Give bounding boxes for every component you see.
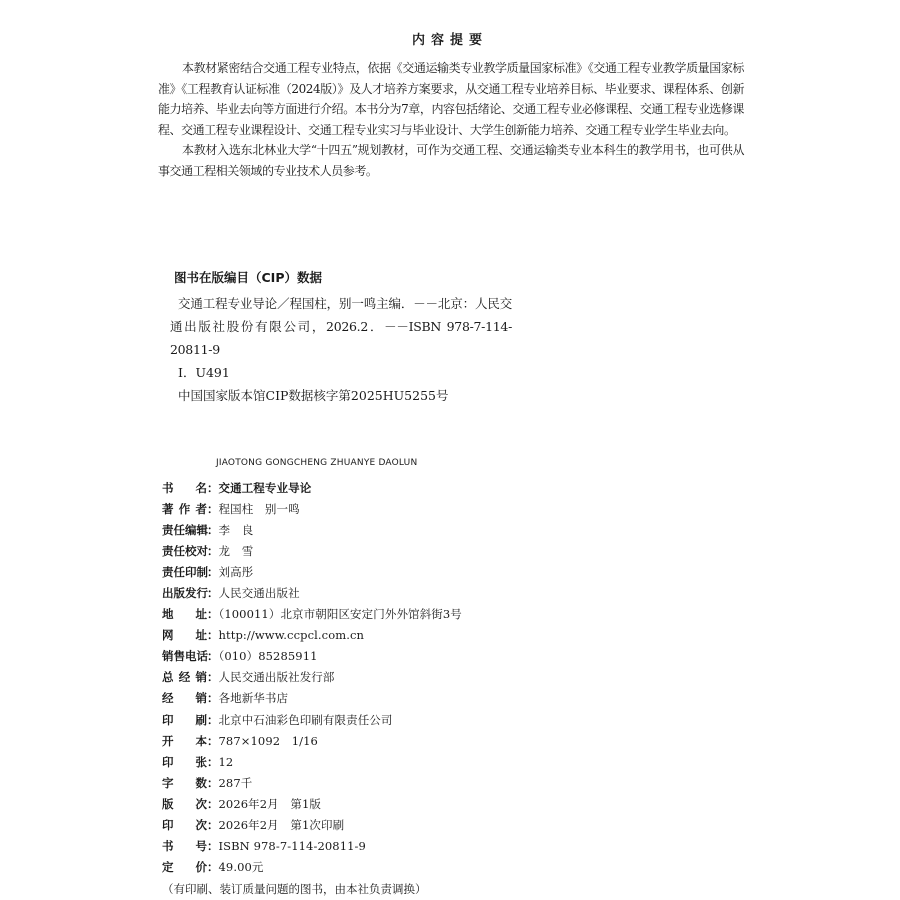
colophon-separator: ： [207,838,219,853]
colophon-separator: ： [207,502,219,517]
colophon-separator: ： [207,817,219,832]
summary-body [158,58,744,181]
colophon-row-isbn [162,836,742,857]
colophon-label: 印 张 [162,754,207,769]
colophon-separator: ： [207,586,219,601]
colophon-label: 总经销 [162,670,207,685]
colophon-row-title [162,478,742,499]
colophon-label: 书 号 [162,838,207,853]
colophon [162,478,742,900]
colophon-separator: ： [207,481,219,495]
summary-title: 内容提要 [411,33,488,48]
colophon-row-distributor [162,688,742,709]
colophon-separator: ： [207,628,219,643]
book-title-pinyin: JIAOTONG GONGCHENG ZHUANYE DAOLUN [216,458,418,468]
colophon-row-printer [162,710,742,731]
colophon-separator: ： [207,796,219,811]
colophon-label: 地 址 [162,607,207,622]
colophon-value: ISBN 978-7-114-20811-9 [218,838,366,853]
colophon-row-format [162,731,742,752]
colophon-label: 责任编辑 [162,523,208,538]
cip-block [170,268,512,407]
colophon-separator: ： [207,544,219,559]
colophon-label: 定 价 [162,859,207,874]
colophon-label: 经 销 [162,691,207,706]
colophon-label: 销售电话 [162,649,208,664]
colophon-separator: ： [207,712,219,727]
colophon-value: 各地新华书店 [218,691,289,706]
colophon-value: 龙 雪 [218,544,254,559]
summary-paragraph-1: 本教材紧密结合交通工程专业特点，依据《交通运输类专业教学质量国家标准》《交通工程专业教学质量国家标准》《工程教育认证标准（2024版）》及人才培养方案要求，从交通工程专业培养目标、毕业要求、课程体系、创新能力培养、毕业去向等方面进行介绍。本书分为7章，内容包括绪论、交通工程专业必修课程、交通工程专业选修课程、交通工程专业课程设计、交通工程专业实习与毕业设计、大学生创新能力培养、交通工程专业学生毕业去向。 [158,61,744,137]
colophon-row-author [162,499,742,520]
colophon-value: 人民交通出版社 [218,586,300,601]
colophon-separator: ： [207,754,219,769]
cip-record: 交通工程专业导论／程国柱，别一鸣主编．－－北京：人民交通出版社股份有限公司，2026.2．－－ISBN 978-7-114-20811-9 [170,296,512,357]
colophon-value: 交通工程专业导论 [218,481,312,495]
colophon-label: 责任校对 [162,544,208,559]
colophon-value: 2026年2月 第1版 [218,796,321,811]
colophon-row-publisher [162,583,742,604]
colophon-row-sales-phone [162,646,742,667]
colophon-separator: ： [207,649,219,664]
colophon-row-price [162,857,742,878]
colophon-row-address [162,604,742,625]
colophon-label: 开 本 [162,733,207,748]
colophon-label: 版 次 [162,796,207,811]
cip-heading: 图书在版编目（CIP）数据 [174,270,322,285]
colophon-row-printed-sheets [162,752,742,773]
colophon-separator: ： [207,691,219,706]
cip-approval: 中国国家版本馆CIP数据核字第2025HU5255号 [178,388,449,403]
colophon-separator: ： [207,565,219,580]
colophon-value: 人民交通出版社发行部 [218,670,335,685]
colophon-value: 李 良 [218,523,254,538]
colophon-row-general-distributor [162,667,742,688]
colophon-value: （010）85285911 [218,649,318,664]
colophon-value: 刘高彤 [218,565,254,580]
colophon-label: 出版发行 [162,586,208,601]
colophon-footnote: （有印刷、装订质量问题的图书，由本社负责调换） [162,881,427,896]
colophon-label: 印 刷 [162,712,207,727]
colophon-label: 印 次 [162,817,207,832]
colophon-separator: ： [207,607,219,622]
colophon-row-print-manager [162,562,742,583]
colophon-label: 书 名 [162,481,207,495]
colophon-value: 287千 [218,775,253,790]
colophon-separator: ： [207,523,219,538]
colophon-value: 北京中石油彩色印刷有限责任公司 [218,712,393,727]
colophon-row-word-count [162,773,742,794]
colophon-separator: ： [207,670,219,685]
colophon-separator: ： [207,733,219,748]
summary-paragraph-2: 本教材入选东北林业大学“十四五”规划教材，可作为交通工程、交通运输类专业本科生的教学用书，也可供从事交通工程相关领域的专业技术人员参考。 [158,143,744,178]
colophon-row-website [162,625,742,646]
colophon-value: 49.00元 [218,859,264,874]
colophon-value: （100011）北京市朝阳区安定门外外馆斜街3号 [218,607,462,622]
colophon-row-printing [162,815,742,836]
colophon-label: 著作者 [162,502,207,517]
cip-classification: Ⅰ．U491 [178,365,230,380]
colophon-label: 网 址 [162,628,207,643]
colophon-label: 责任印制 [162,565,208,580]
colophon-value: 2026年2月 第1次印刷 [218,817,345,832]
colophon-value: 787×1092 1/16 [218,733,318,748]
colophon-value: 12 [218,754,234,769]
colophon-value: http://www.ccpcl.com.cn [218,628,365,643]
colophon-label: 字 数 [162,775,207,790]
colophon-row-editor [162,520,742,541]
colophon-separator: ： [207,775,219,790]
colophon-separator: ： [207,859,219,874]
colophon-row-edition [162,794,742,815]
colophon-value: 程国柱 别一鸣 [218,502,300,517]
colophon-row-proofreader [162,541,742,562]
